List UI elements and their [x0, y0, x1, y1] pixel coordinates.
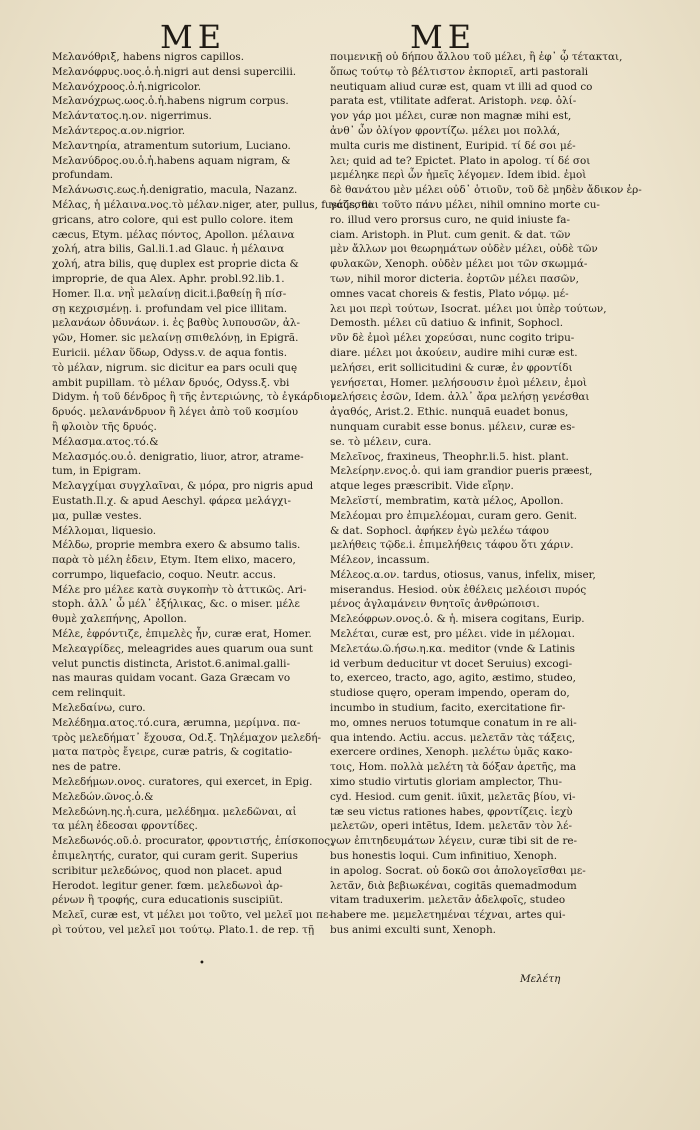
center-mark: •	[199, 958, 205, 969]
text-line: diare. μέλει μοι ἀκούειν, audire mihi curæ est.	[330, 346, 578, 359]
text-line: Μέλασμα.ατος.τό.&	[52, 435, 159, 448]
text-line: velut punctis distincta, Aristot.6.animal.galli-	[52, 657, 290, 670]
text-line: Euricii. μέλαν ὕδωρ, Odyss.v. de aqua fontis.	[52, 346, 288, 359]
text-line: Homer. Il.α. νηῒ μελαίνῃ dicit.i.βαθείῃ ἢ πίσ-	[52, 287, 287, 300]
text-line: ἢ φλοιὸν τῆς δρυός.	[52, 420, 157, 433]
text-line: ambit pupillam. τὸ μέλαν δρυός, Odyss.ξ. vbi	[52, 376, 290, 389]
text-line: Μελάντατος.η.ον. nigerrimus.	[52, 110, 212, 123]
text-line: μένος ἀγλαμάνειν θνητοῖς ἀνθρώποισι.	[330, 598, 540, 611]
text-line: Μελεϊστί, membratim, κατὰ μέλος, Apollon.	[330, 494, 564, 507]
text-line: τα μέλη ἐδεοσαι φροντίδες.	[52, 820, 198, 833]
text-line: γων ἐπιτηδευμάτων λέγειν, curæ tibi sit de re-	[330, 835, 578, 848]
text-line: ρένων ἢ τροφής, cura educationis suscipiũt.	[52, 894, 283, 907]
text-line: Μέλλομαι, liquesio.	[52, 524, 157, 537]
text-line: ximo studio virtutis gloriam amplector, Thu-	[330, 776, 563, 789]
left-column	[52, 50, 372, 938]
text-line: γῶν, Homer. sic μελαίνῃ σπιθελόνῃ, in Epigrã.	[52, 332, 299, 345]
text-line: Eustath.Il.χ. & apud Aeschyl. φάρεα μελάγχι-	[52, 494, 292, 507]
text-line: λετᾶν, διὰ βεβιωκέναι, cogitãs quemadmodum	[330, 879, 577, 892]
text-line: ρὶ τούτου, vel μελεῖ μοι τούτῳ. Plato.1. de rep. τῇ	[52, 924, 315, 937]
text-line: in apolog. Socrat. οὐ δοκῶ σοι ἀπολογεῖσθαι με-	[330, 864, 586, 877]
text-line: ἐπιμελητής, curator, qui curam gerit. Superius	[52, 850, 298, 863]
text-line: id verbum deducitur vt docet Seruius) excogi-	[330, 657, 573, 670]
text-line: ciam. Aristoph. in Plut. cum genit. & dat. τῶν	[330, 228, 571, 241]
text-line: ἀγαθός, Arist.2. Ethic. nunquã euadet bonus,	[330, 406, 569, 419]
running-header-left: ME	[160, 18, 227, 56]
text-line: cyd. Hesiod. cum genit. iūxit, μελετᾶς βίου, vi-	[330, 790, 576, 803]
text-line: qua intendo. Actiu. accus. μελετᾶν τὰς τάξεις,	[330, 731, 576, 744]
text-line: Μέλδω, proprie membra exero & absumo talis.	[52, 539, 301, 552]
text-line: scribitur μελεδώνος, quod non placet. apud	[52, 864, 282, 877]
text-line: nunquam curabit esse bonus. μέλειν, curæ es-	[330, 420, 576, 433]
text-line: Μελάντερος.α.ον.nigrior.	[52, 124, 186, 137]
text-line: Μελέδημα.ατος.τό.cura, ærumna, μερίμνα. πα-	[52, 716, 301, 729]
text-line: Μελανόφρυς.υος.ὁ.ἡ.nigri aut densi supercilii.	[52, 65, 297, 78]
text-line: γάζεσθαι τοῦτο πάνυ μέλει, nihil omnino morte cu-	[330, 198, 600, 211]
text-line: Μελεδών.ῶνος.ὁ.&	[52, 790, 154, 803]
text-line: Μελεῖνος, fraxineus, Theophr.li.5. hist. plant.	[330, 450, 569, 463]
text-line: Μελέομαι pro ἐπιμελέομαι, curam gero. Genit.	[330, 509, 578, 522]
text-line: multa curis me distinent, Euripid. τί δέ σοι μέ-	[330, 139, 576, 152]
text-line: Μελεδωνός.οῦ.ὁ. procurator, φροντιστής, ἐπίσκοπος,	[52, 835, 334, 848]
text-line: improprie, de qua Alex. Aphr. probl.92.lib.1.	[52, 272, 285, 285]
text-line: Μέλεον, incassum.	[330, 554, 430, 567]
text-line: stoph. ἀλλ᾽ ὦ μέλ᾽ ἐξήλικας, &c. o miser. μέλε	[52, 598, 300, 611]
text-line: ro. illud vero prorsus curo, ne quid iniuste fa-	[330, 213, 570, 226]
text-line: νῦν δὲ ἐμοὶ μέλει χορεύσαι, nunc cogito tripu-	[330, 332, 575, 345]
text-line: se. τὸ μέλειν, cura.	[330, 435, 432, 448]
text-line: χολή, atra bilis, quę duplex est proprie dicta &	[52, 258, 299, 271]
text-line: θυμὲ χαλεπήνης, Apollon.	[52, 613, 187, 626]
text-line: ποιμενικῇ οὐ δήπου ἄλλου τοῦ μέλει, ἢ ἐφ᾽ ᾧ τέτακται,	[330, 51, 623, 63]
text-line: Μελεδήμων.ονος. curatores, qui exercet, in Epig.	[52, 776, 313, 789]
text-line: τοις, Hom. πολλὰ μελέτη τὰ δόξαν ἀρετῆς, ma	[330, 761, 577, 774]
text-line: χολή, atra bilis, Gal.li.1.ad Glauc. ἡ μέλαινα	[52, 243, 285, 256]
text-line: των, nihil moror dicteria. ἑορτῶν μέλει πασῶν,	[330, 272, 579, 285]
text-line: μελανάων ὀδυνάων. i. ἐς βαθὺς λυπουσῶν, ἀλ-	[52, 317, 300, 330]
text-line: δρυός. μελανάνδρυον ἢ λέγει ἀπὸ τοῦ κοσμίου	[52, 406, 299, 419]
text-line: τρὸς μελεδήματ᾽ ἔχουσα, Od.ξ. Τηλέμαχον μελεδή-	[52, 731, 321, 744]
text-line: profundam.	[52, 169, 114, 182]
text-line: Μελανόχροος.ὁ.ἡ.nigricolor.	[52, 80, 202, 93]
text-line: Μέλεος.α.ον. tardus, otiosus, vanus, infelix, miser,	[330, 568, 596, 581]
text-line: Μελεαγρίδες, meleagrides aues quarum oua sunt	[52, 642, 313, 655]
text-line: Μελαγχίμαι συγχλαῖναι, & μόρα, pro nigris apud	[52, 480, 314, 493]
text-line: miserandus. Hesiod. οὐκ ἐθέλεις μελέοισι πυρός	[330, 583, 587, 596]
text-line: Demosth. μέλει cũ datiuo & infinit, Sophocl.	[330, 317, 563, 330]
text-line: μὲν ἄλλων μοι θεωρημάτων οὐδὲν μέλει, οὐδὲ τῶν	[330, 243, 598, 256]
text-line: Μελανύδρος.ου.ὁ.ἡ.habens aquam nigram, &	[52, 154, 291, 167]
text-line: Μελανόθριξ, habens nigros capillos.	[52, 51, 245, 63]
catchword: Μελέτη	[520, 973, 561, 985]
text-line: exercere ordines, Xenoph. μελέτω ὑμᾶς κακο-	[330, 746, 573, 759]
text-line: σῃ κεχρισμένῃ. i. profundam vel pice illitam.	[52, 302, 288, 315]
text-line: γον γάρ μοι μέλει, curæ non magnæ mihi est,	[330, 110, 572, 123]
text-line: omnes vacat choreis & festis, Plato νόμῳ. μέ-	[330, 287, 569, 300]
text-line: Μελείρην.ενος.ὁ. qui iam grandior pueris præest,	[330, 465, 593, 478]
text-line: Μελαντηρία, atramentum sutorium, Luciano.	[52, 139, 291, 152]
text-line: Herodot. legitur gener. fœm. μελεδωνοὶ ἀρ-	[52, 879, 283, 892]
text-line: φυλακῶν, Xenoph. οὐδὲν μέλει μοι τῶν σκωμμά-	[330, 258, 588, 271]
text-line: Didym. ἡ τοῦ δένδρος ἢ τῆς ἐντεριώνης, τὸ ἐγκάρδιον	[52, 391, 337, 404]
text-line: μελήσει, erit sollicitudini & curæ, ἐν φροντίδι	[330, 361, 573, 374]
text-line: λει; quid ad te? Epictet. Plato in apolog. τί δέ σοι	[330, 154, 591, 167]
text-line: corrumpo, liquefacio, coquo. Neutr. accus.	[52, 568, 277, 581]
text-line: λει μοι περὶ τούτων, Isocrat. μέλει μοι ὑπὲρ τούτων,	[330, 302, 607, 315]
text-line: mo, omnes neruos totumque conatum in re ali-	[330, 716, 577, 729]
text-line: incumbo in studium, facito, exercitatione fir-	[330, 702, 566, 715]
text-line: habere me. μεμελετημέναι τέχναι, artes qui-	[330, 909, 566, 922]
text-line: Μελεδαίνω, curo.	[52, 702, 146, 715]
text-line: nes de patre.	[52, 761, 122, 774]
text-line: Μελεόφρων.ονος.ὁ. & ἡ. misera cogitans, Eurip.	[330, 613, 585, 626]
text-line: bus honestis loqui. Cum infinitiuo, Xenoph.	[330, 850, 558, 863]
text-line: Μέλε pro μέλεε κατὰ συγκοπὴν τὸ ἀττικῶς. Ari-	[52, 583, 307, 596]
text-line: Μέλε, ἐφρόντιζε, ἐπιμελὲς ἦν, curæ erat, Homer.	[52, 628, 312, 641]
text-line: nas mauras quidam vocant. Gaza Græcam vo	[52, 672, 291, 685]
text-line: μελετῶν, operi intẽtus, Idem. μελετᾶν τὸν λέ-	[330, 820, 572, 833]
text-line: tæ seu victus rationes habes, φροντίζεις. ἰεχὺ	[330, 805, 573, 818]
text-line: Μελετάω.ῶ.ήσω.η.κα. meditor (vnde & Latinis	[330, 642, 575, 655]
text-line: μα, pullæ vestes.	[52, 509, 142, 522]
text-line: Μελασμός.ου.ὁ. denigratio, liuor, atror, atrame-	[52, 450, 304, 463]
text-line: cem relinquit.	[52, 687, 126, 700]
text-line: to, exerceo, tracto, ago, agito, æstimo, studeo,	[330, 672, 576, 685]
text-line: Μελεδώνη.ης.ἡ.cura, μελέδημα. μελεδῶναι, αἰ	[52, 805, 297, 818]
text-line: Μέλας, ἡ μέλαινα.νος.τὸ μέλαν.niger, ater, pullus, fuscus, ni	[52, 198, 372, 211]
text-line: cæcus, Etym. μέλας πόντος, Apollon. μέλαινα	[52, 228, 295, 241]
text-line: parata est, vtilitate adferat. Aristoph. νεφ. ὀλί-	[330, 95, 577, 108]
text-line: ματα πατρὸς ἔγειρε, curæ patris, & cogitatio-	[52, 746, 293, 759]
text-line: ὅπως τούτῳ τὸ βέλτιστον ἐκποριεῖ, arti pastorali	[330, 65, 589, 78]
text-line: gricans, atro colore, qui est pullo colore. item	[52, 213, 294, 226]
running-header-right: ME	[410, 18, 477, 56]
text-line: Μελάνωσις.εως.ἡ.denigratio, macula, Nazanz.	[52, 184, 298, 197]
text-line: Μελεῖ, curæ est, vt μέλει μοι τοῦτο, vel μελεῖ μοι πε-	[52, 909, 332, 922]
text-line: ἀνθ᾽ ὧν ὀλίγον φροντίζω. μέλει μοι πολλά,	[330, 124, 561, 137]
text-line: & dat. Sophocl. ἀφήκεν ἐγὼ μελέω τάφου	[330, 524, 549, 537]
text-line: γενήσεται, Homer. μελήσουσιν ἐμοὶ μέλειν, ἐμοὶ	[330, 376, 587, 389]
text-line: παρὰ τὸ μέλη ἐδειν, Etym. Item elixo, macero,	[52, 554, 296, 567]
right-column	[330, 50, 642, 938]
text-line: tum, in Epigram.	[52, 465, 142, 478]
text-line: Μελανόχρως.ωος.ὁ.ἡ.habens nigrum corpus.	[52, 95, 289, 108]
text-line: studiose quęro, operam impendo, operam do,	[330, 687, 570, 700]
text-line: Μελέται, curæ est, pro μέλει. vide in μέλομαι.	[330, 628, 575, 641]
text-line: atque leges præscribit. Vide εἴρην.	[330, 480, 514, 493]
text-line: μελήσεις ἐσῶν, Idem. ἀλλ᾽ ἄρα μελήσῃ γενέσθαι	[330, 391, 590, 404]
text-line: μεμέληκε περὶ ὧν ἡμεῖς λέγομεν. Idem ibid. ἐμοὶ	[330, 169, 587, 182]
text-line: vitam traduxerim. μελετᾶν ἀδελφοῖς, studeo	[330, 894, 566, 907]
text-line: τὸ μέλαν, nigrum. sic dicitur ea pars oculi quę	[52, 361, 298, 374]
text-line: neutiquam aliud curæ est, quam vt illi ad quod co	[330, 80, 593, 93]
text-line: bus animi exculti sunt, Xenoph.	[330, 924, 496, 937]
text-line: δὲ θανάτου μὲν μέλει οὐδ᾽ ὁτιοῦν, τοῦ δὲ μηδὲν ἄδικον ἐρ-	[330, 184, 642, 197]
text-line: μελήθεις τῷδε.i. ἐπιμελήθεις τάφου ὅτι χάριν.	[330, 539, 574, 552]
